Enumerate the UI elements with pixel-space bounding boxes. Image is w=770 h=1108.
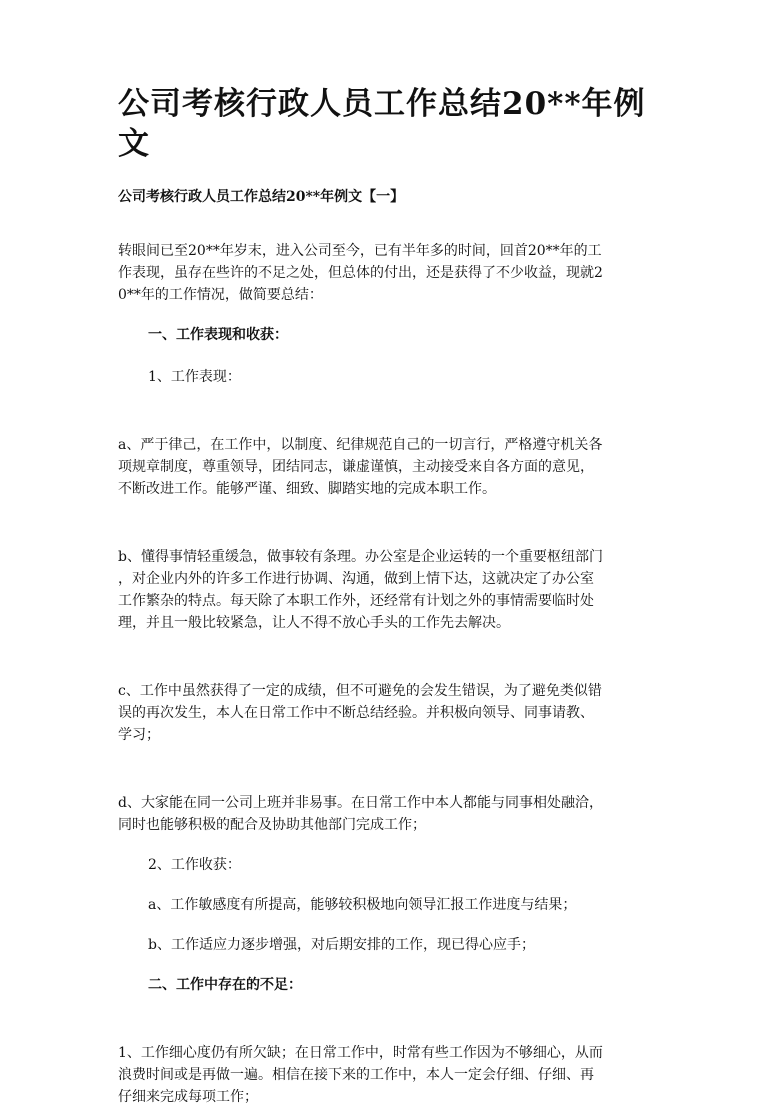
section-1-subheading-work-gains: 2、工作收获： — [148, 857, 241, 873]
gain-item-b: b、工作适应力逐步增强，对后期安排的工作，现已得心应手； — [148, 937, 535, 953]
section-1-subheading-work-performance: 1、工作表现： — [148, 369, 241, 385]
performance-item-a: a、严于律己，在工作中，以制度、纪律规范自己的一切言行，严格遵守机关各 项规章制度，尊重领导，团结同志，谦虚谨慎，主动接受来自各方面的意见， 不断改进工作。能够严谨、细致、脚踏实地的完成本职工作。 — [118, 437, 603, 497]
document-subtitle: 公司考核行政人员工作总结20**年例文【一】 — [118, 189, 405, 205]
performance-item-d: d、大家能在同一公司上班并非易事。在日常工作中本人都能与同事相处融洽， 同时也能够积极的配合及协助其他部门完成工作； — [118, 795, 603, 833]
shortcoming-item-1: 1、工作细心度仍有所欠缺；在日常工作中，时常有些工作因为不够细心，从而 浪费时间或是再做一遍。相信在接下来的工作中，本人一定会仔细、仔细、再 仔细来完成每项工作； — [118, 1045, 603, 1105]
performance-item-b: b、懂得事情轻重缓急，做事较有条理。办公室是企业运转的一个重要枢纽部门 ，对企业内外的许多工作进行协调、沟通，做到上情下达，这就决定了办公室 工作繁杂的特点。每天除了本职工作外，还经常有计划之外的事情需要临时处 理，并且一般比较紧急，让人不得不放心手头的工作先去解决。 — [118, 549, 603, 631]
section-1-heading: 一、工作表现和收获： — [148, 327, 288, 343]
performance-item-c: c、工作中虽然获得了一定的成绩，但不可避免的会发生错误，为了避免类似错 误的再次发生，本人在日常工作中不断总结经验。并积极向领导、同事请教、 学习； — [118, 683, 602, 743]
section-2-heading: 二、工作中存在的不足： — [148, 977, 302, 993]
document-title: 公司考核行政人员工作总结20**年例文 — [118, 86, 646, 162]
intro-paragraph: 转眼间已至20**年岁末，进入公司至今，已有半年多的时间，回首20**年的工 作表现，虽存在些许的不足之处，但总体的付出，还是获得了不少收益，现就2 0**年的工作情况，做简要总结： — [118, 243, 603, 303]
gain-item-a: a、工作敏感度有所提高，能够较积极地向领导汇报工作进度与结果； — [148, 897, 577, 913]
